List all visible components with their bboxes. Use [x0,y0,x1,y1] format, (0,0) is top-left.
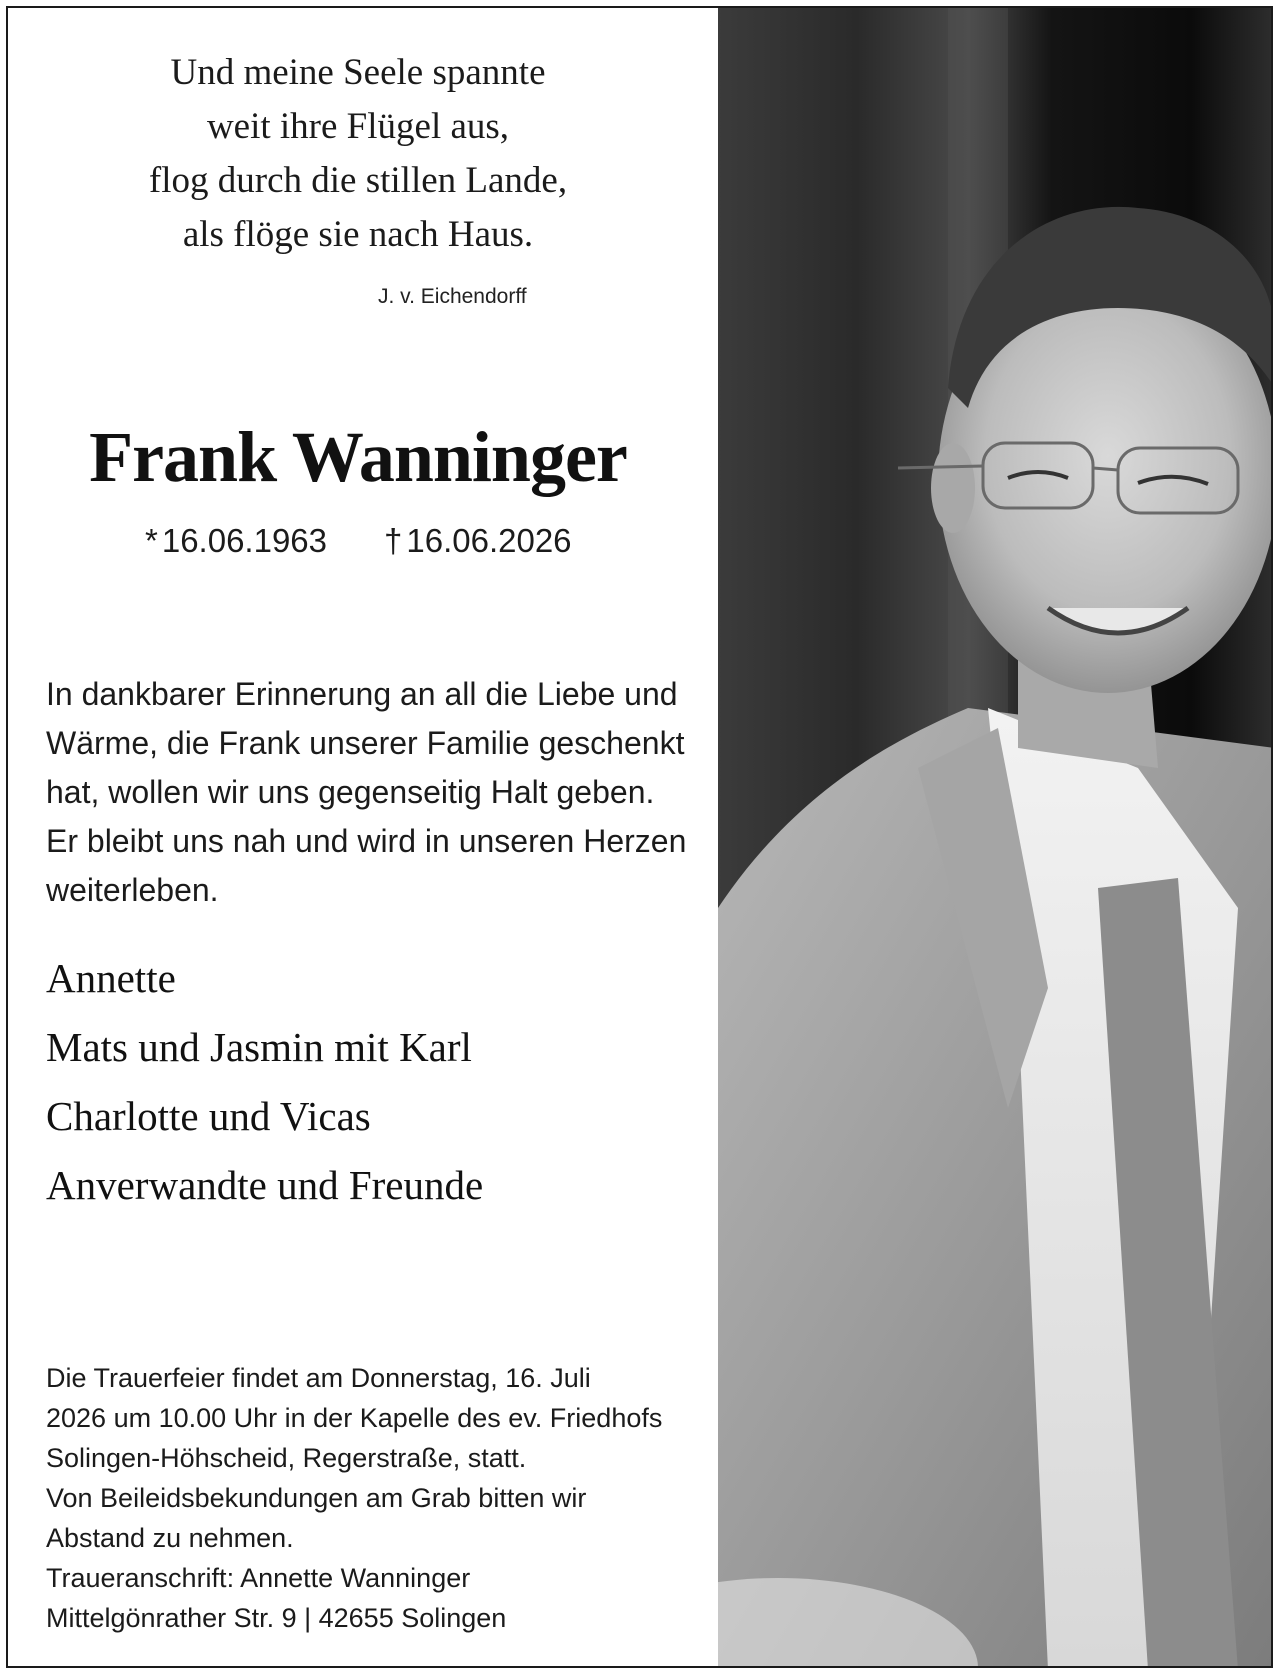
death-cross-icon: † [384,522,403,559]
mourner-name: Mats und Jasmin mit Karl [46,1024,472,1070]
poem [8,46,708,262]
notice-line: Mittelgönrather Str. 9 | 42655 Solingen [46,1603,507,1633]
portrait-illustration [718,8,1273,1666]
notice-line: 2026 um 10.00 Uhr in der Kapelle des ev. Friedhofs [46,1403,663,1433]
mourner-name: Charlotte und Vicas [46,1093,371,1139]
dedication-text [46,670,696,915]
mourner-name: Annette [46,955,176,1001]
deceased-name: Frank Wanninger [89,417,627,497]
dedication-line: hat, wollen wir uns gegenseitig Halt geben. [46,774,655,810]
notice-line: Die Trauerfeier findet am Donnerstag, 16. Juli [46,1363,591,1393]
dedication-line: weiterleben. [46,872,219,908]
dedication-line: Wärme, die Frank unserer Familie geschenkt [46,725,685,761]
portrait-photo [718,8,1273,1666]
birth-date-line [145,522,327,560]
poem-line: als flöge sie nach Haus. [182,214,534,255]
birth-date: 16.06.1963 [161,522,328,559]
poem-author: J. v. Eichendorff [378,285,527,308]
dedication-line: Er bleibt uns nah und wird in unseren Herzen [46,823,687,859]
notice-line: Abstand zu nehmen. [46,1523,294,1553]
dedication-line: In dankbarer Erinnerung an all die Liebe und [46,676,678,712]
poem-line: flog durch die stillen Lande, [148,160,568,201]
text-column [8,8,718,1666]
death-date: 16.06.2026 [406,522,572,559]
notice-line: Von Beileidsbekundungen am Grab bitten wir [46,1483,587,1513]
notice-line: Traueranschrift: Annette Wanninger [46,1563,471,1593]
poem-line: Und meine Seele spannte [170,52,546,93]
poem-line: weit ihre Flügel aus, [206,106,510,147]
notice-line: Solingen-Höhscheid, Regerstraße, statt. [46,1443,527,1473]
funeral-notice [46,1358,706,1638]
death-date-line [384,522,572,560]
obituary-card [6,6,1273,1668]
mourner-name: Anverwandte und Freunde [46,1162,484,1208]
mourners-list [46,944,483,1220]
birth-star-icon: * [145,522,158,559]
